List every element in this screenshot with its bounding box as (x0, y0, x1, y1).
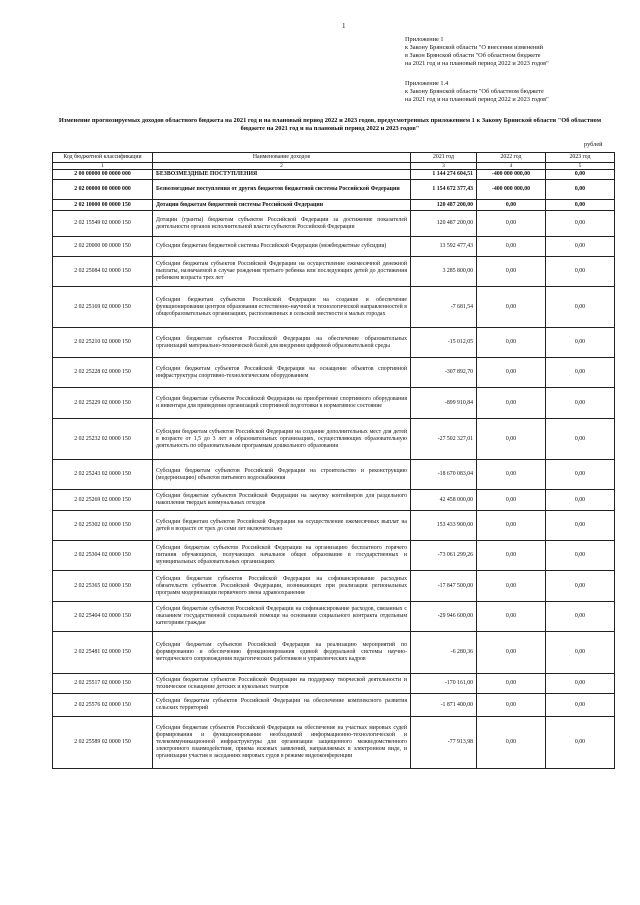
cell-2022: 0,00 (477, 419, 546, 460)
cell-2023: 0,00 (546, 257, 615, 287)
cell-name: Субсидии бюджетам субъектов Российской Федерации на создание и обеспечение функционирования центров образования естественно-научной и технологической направленностей в общеобразовательных организациях, расположенных в сельской местности и малых городах (153, 287, 411, 328)
currency-unit: рублей (584, 141, 603, 148)
table-row (53, 694, 615, 717)
cell-2021: -899 910,84 (411, 388, 477, 419)
cell-code: 2 02 00000 00 0000 000 (53, 180, 153, 200)
cell-2023: 0,00 (546, 237, 615, 257)
cell-2022: 0,00 (477, 388, 546, 419)
cell-code: 2 02 25302 02 0000 150 (53, 511, 153, 541)
table-row (53, 541, 615, 571)
cell-2022: 0,00 (477, 328, 546, 358)
appendix-2-line: на 2021 год и на плановый период 2022 и 2023 годов" (405, 96, 549, 103)
table-row (53, 180, 615, 200)
appendix-1-line: к Закону Брянской области "О внесении изменений (405, 44, 544, 51)
cell-code: 2 02 25404 02 0000 150 (53, 602, 153, 632)
cell-2022: 0,00 (477, 674, 546, 694)
table-body (53, 170, 615, 769)
cell-2023: 0,00 (546, 460, 615, 490)
column-number: 2 (153, 163, 411, 170)
cell-2023: 0,00 (546, 541, 615, 571)
cell-2023: 0,00 (546, 632, 615, 674)
cell-code: 2 02 25269 02 0000 150 (53, 490, 153, 511)
header-2022: 2022 год (477, 153, 546, 163)
cell-2022: 0,00 (477, 490, 546, 511)
cell-name: Субсидии бюджетам субъектов Российской Федерации на приобретение спортивного оборудования и инвентаря для приведения организаций спортивной подготовки в нормативное состояние (153, 388, 411, 419)
cell-code: 2 00 00000 00 0000 000 (53, 170, 153, 180)
cell-2023: 0,00 (546, 180, 615, 200)
cell-2021: -73 061 299,26 (411, 541, 477, 571)
cell-2023: 0,00 (546, 717, 615, 769)
cell-2022: 0,00 (477, 287, 546, 328)
cell-2022: 0,00 (477, 200, 546, 211)
cell-2022: 0,00 (477, 211, 546, 237)
table-row (53, 632, 615, 674)
header-name: Наименование доходов (153, 153, 411, 163)
column-number: 3 (411, 163, 477, 170)
cell-2021: 120 487 200,00 (411, 200, 477, 211)
cell-2023: 0,00 (546, 694, 615, 717)
cell-name: Субсидии бюджетам субъектов Российской Федерации на обеспечение образовательных организаций материально-технической базой для внедрения цифровой образовательной среды (153, 328, 411, 358)
cell-2023: 0,00 (546, 287, 615, 328)
cell-2023: 0,00 (546, 674, 615, 694)
cell-name: Субсидии бюджетам субъектов Российской Федерации на обеспечение комплексного развития сельских территорий (153, 694, 411, 717)
cell-name: БЕЗВОЗМЕЗДНЫЕ ПОСТУПЛЕНИЯ (153, 170, 411, 180)
cell-name: Субсидии бюджетам субъектов Российской Федерации на организацию бесплатного горячего питания обучающихся, получающих начальное общее образование в государственных и муниципальных образовательных организациях (153, 541, 411, 571)
table-row (53, 237, 615, 257)
cell-name: Субсидии бюджетам субъектов Российской Федерации на создание дополнительных мест для детей в возрасте от 1,5 до 3 лет в образовательных организациях, осуществляющих образовательную деятельность по образовательным программам дошкольного образования (153, 419, 411, 460)
appendix-1-line: Приложение 1 (405, 36, 444, 43)
cell-2021: -170 161,00 (411, 674, 477, 694)
table-row (53, 571, 615, 602)
cell-2021: -6 280,36 (411, 632, 477, 674)
cell-2021: -18 670 083,04 (411, 460, 477, 490)
cell-2023: 0,00 (546, 328, 615, 358)
cell-code: 2 02 25517 02 0000 150 (53, 674, 153, 694)
table-row (53, 287, 615, 328)
cell-code: 2 02 25229 02 0000 150 (53, 388, 153, 419)
cell-2021: -77 913,98 (411, 717, 477, 769)
cell-2021: -15 012,05 (411, 328, 477, 358)
cell-2021: 153 433 900,00 (411, 511, 477, 541)
cell-2023: 0,00 (546, 511, 615, 541)
cell-name: Субсидии бюджетам субъектов Российской Федерации на софинансирование расходов, связанных с оказанием государственной социальной помощи на основании социального контракта отдельным категориям граждан (153, 602, 411, 632)
cell-name: Субсидии бюджетам субъектов Российской Федерации на обеспечение на участках мировых судей формирования и функционирования необходимой информационно-технологической и телекоммуникационной инфраструктуры для организации защищенного межведомственного электронного взаимодействия, приема исковых заявлений, направляемых в электронном виде, и организации участия в заседаниях мировых судов в режиме видеоконференции (153, 717, 411, 769)
cell-code: 2 02 15549 02 0000 150 (53, 211, 153, 237)
cell-2021: 120 487 200,00 (411, 211, 477, 237)
cell-code: 2 02 25481 02 0000 150 (53, 632, 153, 674)
cell-2021: -29 946 600,00 (411, 602, 477, 632)
cell-2023: 0,00 (546, 170, 615, 180)
cell-2021: 13 592 477,43 (411, 237, 477, 257)
cell-code: 2 02 25210 02 0000 150 (53, 328, 153, 358)
table-row (53, 211, 615, 237)
cell-2022: 0,00 (477, 541, 546, 571)
cell-2021: 3 285 800,00 (411, 257, 477, 287)
header-2023: 2023 год (546, 153, 615, 163)
cell-2022: -400 000 000,00 (477, 180, 546, 200)
header-2021: 2021 год (411, 153, 477, 163)
cell-name: Субсидии бюджетам субъектов Российской Федерации на закупку контейнеров для раздельного накопления твердых коммунальных отходов (153, 490, 411, 511)
cell-2023: 0,00 (546, 358, 615, 388)
cell-name: Субсидии бюджетам субъектов Российской Федерации на оснащение объектов спортивной инфраструктуры спортивно-технологическим оборудованием (153, 358, 411, 388)
cell-name: Субсидии бюджетам бюджетной системы Российской Федерации (межбюджетные субсидии) (153, 237, 411, 257)
cell-2021: 42 458 000,00 (411, 490, 477, 511)
table-row (53, 511, 615, 541)
cell-2022: -400 000 000,00 (477, 170, 546, 180)
table-row (53, 490, 615, 511)
cell-name: Дотации (гранты) бюджетам субъектов Российской Федерации за достижение показателей деятельности органов исполнительной власти субъектов Российской Федерации (153, 211, 411, 237)
appendix-2-note (405, 80, 549, 104)
cell-2022: 0,00 (477, 632, 546, 674)
table-row (53, 717, 615, 769)
cell-name: Дотации бюджетам бюджетной системы Российской Федерации (153, 200, 411, 211)
cell-2021: 1 144 274 604,51 (411, 170, 477, 180)
cell-2021: -7 681,54 (411, 287, 477, 328)
table-header-row (53, 153, 615, 163)
appendix-1-note (405, 36, 549, 68)
cell-2022: 0,00 (477, 358, 546, 388)
table-row (53, 388, 615, 419)
table-row (53, 602, 615, 632)
cell-2022: 0,00 (477, 460, 546, 490)
table-row (53, 200, 615, 211)
page-number: 1 (342, 22, 346, 30)
cell-code: 2 02 25084 02 0000 150 (53, 257, 153, 287)
cell-2023: 0,00 (546, 211, 615, 237)
cell-2023: 0,00 (546, 388, 615, 419)
cell-code: 2 02 25169 02 0000 150 (53, 287, 153, 328)
cell-name: Субсидии бюджетам субъектов Российской Федерации на осуществление ежемесячной денежной выплаты, назначаемой в случае рождения третьего ребенка или последующих детей до достижения ребенком возраста трех лет (153, 257, 411, 287)
cell-name: Субсидии бюджетам субъектов Российской Федерации на строительство и реконструкцию (модернизацию) объектов питьевого водоснабжения (153, 460, 411, 490)
cell-code: 2 02 25304 02 0000 150 (53, 541, 153, 571)
cell-2022: 0,00 (477, 511, 546, 541)
table-row (53, 674, 615, 694)
cell-2022: 0,00 (477, 571, 546, 602)
cell-name: Субсидии бюджетам субъектов Российской Федерации на осуществление ежемесячных выплат на детей в возрасте от трех до семи лет включительно (153, 511, 411, 541)
cell-name: Субсидии бюджетам субъектов Российской Федерации на софинансирование расходных обязательств субъектов Российской Федерации, возникающих при реализации региональных программ модернизации первичного звена здравоохранения (153, 571, 411, 602)
table-row (53, 358, 615, 388)
cell-code: 2 02 25228 02 0000 150 (53, 358, 153, 388)
cell-2023: 0,00 (546, 419, 615, 460)
cell-code: 2 02 10000 00 0000 150 (53, 200, 153, 211)
cell-2021: 1 154 672 377,43 (411, 180, 477, 200)
cell-code: 2 02 25365 02 0000 150 (53, 571, 153, 602)
cell-2021: -27 502 327,01 (411, 419, 477, 460)
cell-2021: -17 847 500,00 (411, 571, 477, 602)
cell-2023: 0,00 (546, 200, 615, 211)
cell-2021: -307 892,70 (411, 358, 477, 388)
table-row (53, 170, 615, 180)
cell-2022: 0,00 (477, 237, 546, 257)
cell-2022: 0,00 (477, 602, 546, 632)
appendix-2-line: Приложение 1.4 (405, 80, 449, 87)
cell-2022: 0,00 (477, 694, 546, 717)
cell-code: 2 02 25243 02 0000 150 (53, 460, 153, 490)
cell-name: Субсидии бюджетам субъектов Российской Федерации на реализацию мероприятий по формированию и обеспечению функционирования единой федеральной системы научно-методического сопровождения педагогических работников и управленческих кадров (153, 632, 411, 674)
cell-code: 2 02 25576 02 0000 150 (53, 694, 153, 717)
column-number-row (53, 163, 615, 170)
table-row (53, 460, 615, 490)
cell-2021: -1 871 400,00 (411, 694, 477, 717)
cell-code: 2 02 20000 00 0000 150 (53, 237, 153, 257)
cell-2022: 0,00 (477, 257, 546, 287)
cell-code: 2 02 25232 02 0000 150 (53, 419, 153, 460)
cell-2023: 0,00 (546, 490, 615, 511)
column-number: 5 (546, 163, 615, 170)
table-row (53, 257, 615, 287)
cell-code: 2 02 25589 02 0000 150 (53, 717, 153, 769)
table-row (53, 419, 615, 460)
header-code: Код бюджетной классификации (53, 153, 153, 163)
table-row (53, 328, 615, 358)
column-number: 4 (477, 163, 546, 170)
cell-name: Безвозмездные поступления от других бюджетов бюджетной системы Российской Федерации (153, 180, 411, 200)
cell-2022: 0,00 (477, 717, 546, 769)
appendix-1-line: на 2021 год и на плановый период 2022 и 2023 годов" (405, 60, 549, 67)
cell-2023: 0,00 (546, 571, 615, 602)
column-number: 1 (53, 163, 153, 170)
document-title: Изменение прогнозируемых доходов областного бюджета на 2021 год и на плановый период 2022 и 2023 годов, предусмотренных приложением 1 к Закону Брянской области "Об областном бюджете на 2021 год и на плановый период 2022 и 2023 годов" (58, 117, 602, 132)
appendix-2-line: к Закону Брянской области "Об областном бюджете (405, 88, 544, 95)
cell-name: Субсидии бюджетам субъектов Российской Федерации на поддержку творческой деятельности и техническое оснащение детских и кукольных театров (153, 674, 411, 694)
cell-2023: 0,00 (546, 602, 615, 632)
revenue-table (52, 152, 615, 769)
appendix-1-line: в Закон Брянской области "Об областном бюджете (405, 52, 541, 59)
